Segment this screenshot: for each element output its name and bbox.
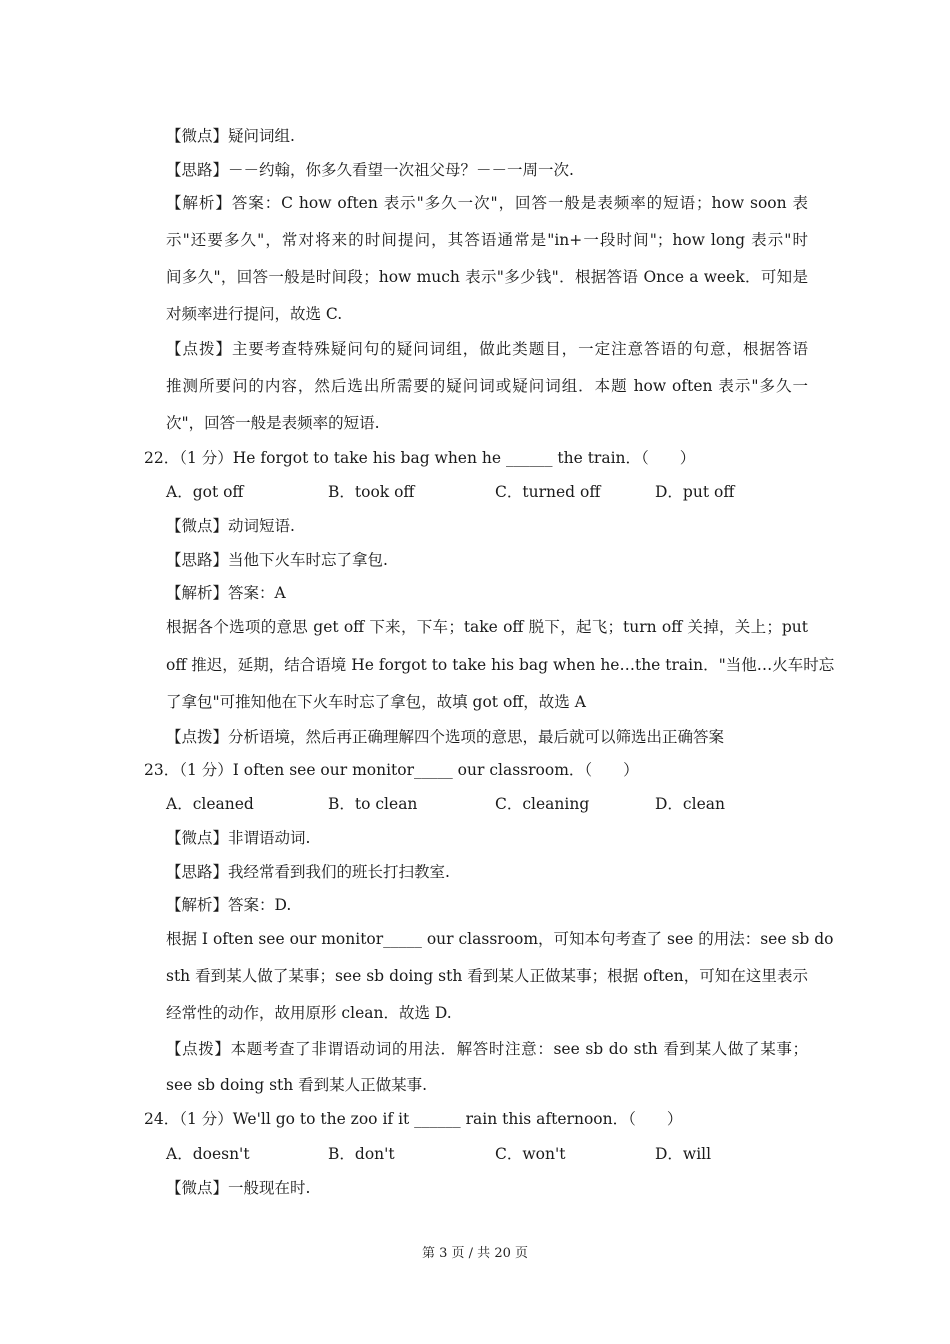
text-line: off 推迟，延期，结合语境 He forgot to take his bag when he…the train．"当他…火车时忘 [166, 656, 835, 674]
question-24: 24．（1 分）We'll go to the zoo if it ______ rain this afternoon．（ ） [144, 1110, 683, 1128]
text-line: 【解析】答案：C how often 表示"多久一次"，回答一般是表频率的短语；how soon 表 [166, 194, 808, 212]
text-line: 【微点】疑问词组. [166, 127, 295, 145]
text-line: 了拿包"可推知他在下火车时忘了拿包，故填 got off，故选 A [166, 693, 586, 711]
text-line: 根据 I often see our monitor_____ our classroom，可知本句考查了 see 的用法：see sb do [166, 930, 834, 948]
text-line: 【微点】一般现在时. [166, 1179, 311, 1197]
option-a[interactable]: A．doesn't [166, 1145, 250, 1163]
text-line: 【解析】答案：D. [166, 896, 292, 914]
option-b[interactable]: B．don't [328, 1145, 395, 1163]
option-d[interactable]: D．will [655, 1145, 712, 1163]
option-d[interactable]: D．clean [655, 795, 725, 813]
text-line: 【点拨】本题考查了非谓语动词的用法．解答时注意：see sb do sth 看到某人做了某事； [166, 1040, 808, 1058]
text-line: sth 看到某人做了某事；see sb doing sth 看到某人正做某事；根据 often，可知在这里表示 [166, 967, 808, 985]
text-line: 推测所要问的内容，然后选出所需要的疑问词或疑问词组．本题 how often 表示"多久一 [166, 377, 808, 395]
text-line: 间多久"，回答一般是时间段；how much 表示"多少钱"．根据答语 Once a week．可知是 [166, 268, 808, 286]
option-d[interactable]: D．put off [655, 483, 735, 501]
text-line: 根据各个选项的意思 get off 下来，下车；take off 脱下，起飞；turn off 关掉，关上；put [166, 618, 808, 636]
text-line: 次"，回答一般是表频率的短语. [166, 414, 380, 432]
text-line: 经常性的动作，故用原形 clean．故选 D. [166, 1004, 452, 1022]
text-line: 【思路】当他下火车时忘了拿包. [166, 551, 388, 569]
text-line: see sb doing sth 看到某人正做某事. [166, 1076, 428, 1094]
text-line: 【微点】非谓语动词. [166, 829, 311, 847]
option-a[interactable]: A．cleaned [166, 795, 254, 813]
question-23: 23．（1 分）I often see our monitor_____ our classroom．（ ） [144, 761, 639, 779]
text-line: 对频率进行提问，故选 C. [166, 305, 343, 323]
option-a[interactable]: A．got off [166, 483, 244, 501]
text-line: 【点拨】主要考查特殊疑问句的疑问词组，做此类题目，一定注意答语的句意，根据答语 [166, 340, 808, 358]
option-c[interactable]: C．cleaning [495, 795, 590, 813]
option-b[interactable]: B．to clean [328, 795, 418, 813]
text-line: 【思路】－－约翰，你多久看望一次祖父母？－－一周一次. [166, 161, 574, 179]
page-footer: 第 3 页 / 共 20 页 [422, 1246, 528, 1261]
text-line: 【点拨】分析语境，然后再正确理解四个选项的意思，最后就可以筛选出正确答案 [166, 728, 725, 746]
option-c[interactable]: C．won't [495, 1145, 566, 1163]
text-line: 示"还要多久"，常对将来的时间提问，其答语通常是"in+一段时间"；how long 表示"时 [166, 231, 808, 249]
text-line: 【思路】我经常看到我们的班长打扫教室. [166, 863, 450, 881]
text-line: 【微点】动词短语. [166, 517, 295, 535]
option-c[interactable]: C．turned off [495, 483, 601, 501]
text-line: 【解析】答案：A [166, 584, 286, 602]
option-b[interactable]: B．took off [328, 483, 415, 501]
question-22: 22．（1 分）He forgot to take his bag when he ______ the train．（ ） [144, 449, 696, 467]
